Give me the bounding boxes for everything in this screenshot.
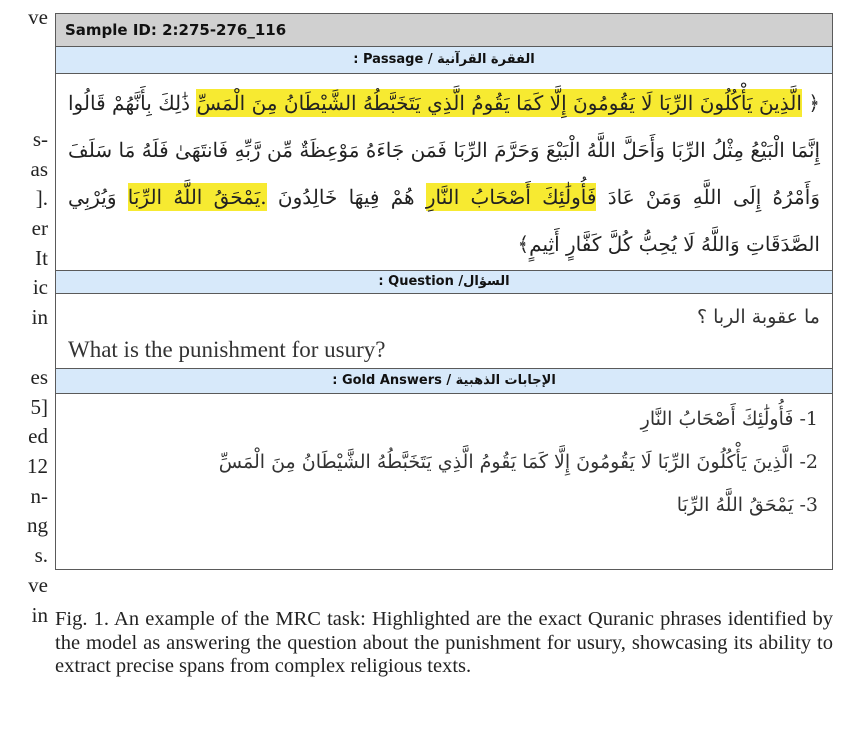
fragment: n- xyxy=(30,484,48,508)
highlighted-span-1: الَّذِينَ يَأْكُلُونَ الرِّبَا لَا يَقُومُونَ إِلَّا كَمَا يَقُومُ الَّذِي يَتَخَبَّطُهُ الشَّيْطَانُ مِنَ الْمَسِّ xyxy=(196,91,802,115)
fragment: ve xyxy=(28,573,48,597)
gold-answers-list xyxy=(56,394,832,527)
fragment: es xyxy=(30,365,48,389)
question-english: What is the punishment for usury? xyxy=(68,337,386,362)
fragment: in xyxy=(31,305,48,329)
figure-caption: Fig. 1. An example of the MRC task: Highlighted are the exact Quranic phrases identified by the model as answering the question about the punishment for usury, showcasing its ability to extract precise spans from complex religious texts. xyxy=(55,608,833,677)
fragment: as xyxy=(30,157,48,181)
passage-segment: وَيُرْبِي الصَّدَقَاتِ وَاللَّهُ لَا يُحِبُّ كُلَّ كَفَّارٍ أَثِيمٍ xyxy=(68,185,820,256)
fragment: er xyxy=(31,216,48,240)
sample-id: Sample ID: 2:275-276_116 xyxy=(56,14,832,47)
gold-answers-header: الإجابات الذهبية / Gold Answers : xyxy=(56,368,832,394)
close-bracket: ﴾ xyxy=(517,232,530,256)
highlighted-span-3: .يَمْحَقُ اللَّهُ الرِّبَا xyxy=(127,185,267,209)
fragment: ng xyxy=(27,513,48,537)
fragment: 5] xyxy=(30,395,48,419)
gold-answer: 3- يَمْحَقُ اللَّهُ الرِّبَا xyxy=(676,494,818,516)
gold-answer: 2- الَّذِينَ يَأْكُلُونَ الرِّبَا لَا يَقُومُونَ إِلَّا كَمَا يَقُومُ الَّذِي يَتَخَبَّطُهُ الشَّيْطَانُ مِنَ الْمَسِّ xyxy=(218,451,818,473)
gold-answer: 1- فَأُولَٰئِكَ أَصْحَابُ النَّارِ xyxy=(640,408,818,430)
question-box xyxy=(56,294,832,368)
passage-text xyxy=(56,74,832,270)
fragment: It xyxy=(35,246,48,270)
fragment: s- xyxy=(32,127,48,151)
passage-segment: هُمْ فِيهَا خَالِدُونَ xyxy=(266,185,426,209)
fragment: 12 xyxy=(27,454,48,478)
left-column-text-fragments xyxy=(0,0,48,746)
passage-segment: ذَٰلِكَ بِأَنَّهُمْ قَالُوا إِنَّمَا الْبَيْعُ مِثْلُ الرِّبَا وَأَحَلَّ اللَّهُ الْبَيْعَ وَحَرَّمَ الرِّبَا فَمَن جَاءَهُ مَوْعِظَةٌ مِّن رَّبِّهِ فَانتَهَىٰ فَلَهُ مَا سَلَفَ وَأَمْرُهُ إِلَى اللَّهِ وَمَنْ عَادَ xyxy=(68,91,820,209)
fragment: ed xyxy=(28,424,48,448)
passage-header: الفقرة القرآنية / Passage : xyxy=(56,47,832,74)
fragment: in xyxy=(31,603,48,627)
open-bracket: ﴿ xyxy=(808,91,821,115)
fragment: ic xyxy=(32,275,48,299)
fragment: ve xyxy=(28,5,48,29)
highlighted-span-2: فَأُولَٰئِكَ أَصْحَابُ النَّارِ xyxy=(425,185,597,209)
fragment: s. xyxy=(34,543,48,567)
question-header: السؤال/ Question : xyxy=(56,270,832,294)
fragment: ]. xyxy=(35,186,48,210)
question-arabic: ما عقوبة الربا ؟ xyxy=(696,306,820,328)
mrc-example-figure xyxy=(55,13,833,570)
